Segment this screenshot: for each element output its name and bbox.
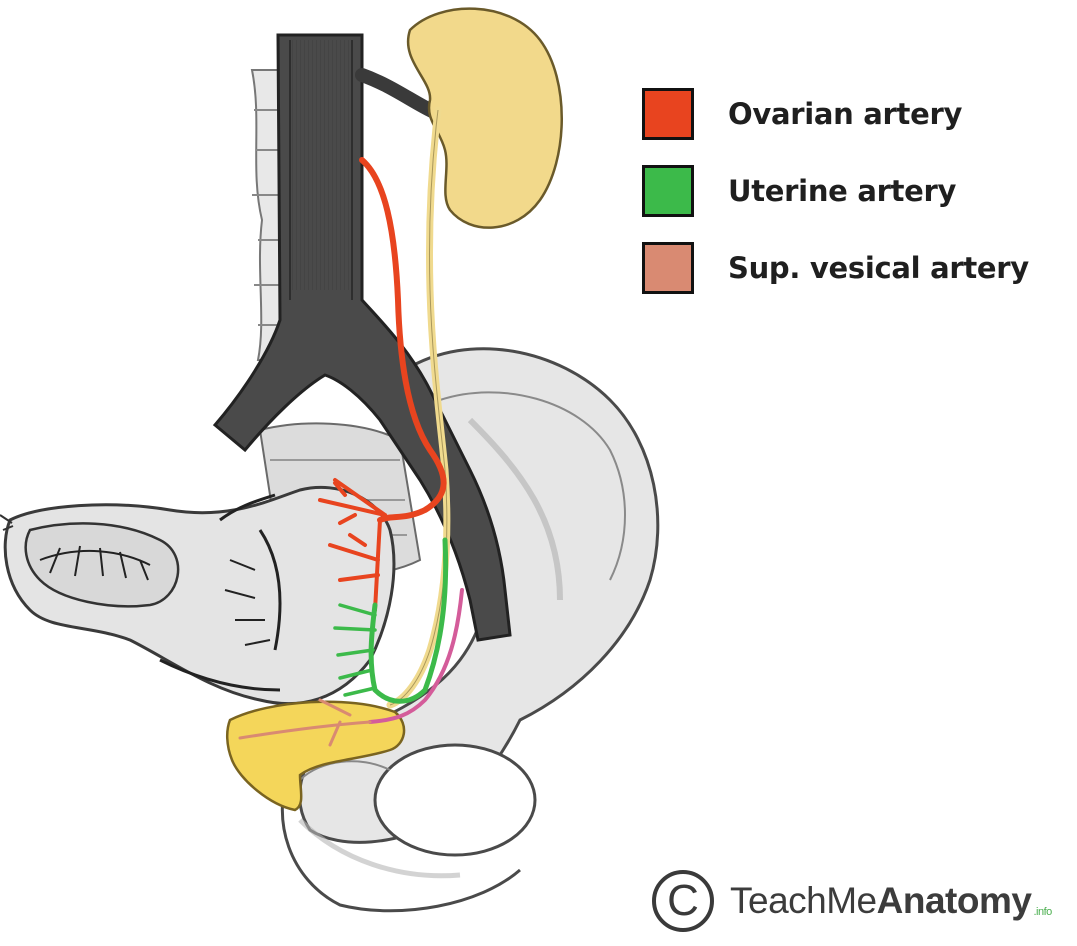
legend-swatch-uterine [642, 165, 694, 217]
brand-name-bold: Anatomy [876, 880, 1032, 921]
legend-item-uterine-artery [642, 161, 1062, 221]
legend [642, 84, 1062, 315]
brand-name-light: TeachMe [730, 880, 877, 921]
legend-swatch-sup-vesical [642, 242, 694, 294]
legend-label: Uterine artery [728, 174, 957, 208]
copyright-icon: C [652, 870, 714, 932]
teachmeanatomy-logo [652, 866, 1052, 936]
legend-item-ovarian-artery [642, 84, 1062, 144]
legend-label: Sup. vesical artery [728, 251, 1029, 285]
uterus-and-tube [0, 487, 394, 703]
legend-swatch-ovarian [642, 88, 694, 140]
brand-tld: .info [1033, 906, 1052, 918]
legend-label: Ovarian artery [728, 97, 963, 131]
legend-item-sup-vesical-artery [642, 238, 1062, 298]
brand-wordmark [730, 880, 1052, 922]
